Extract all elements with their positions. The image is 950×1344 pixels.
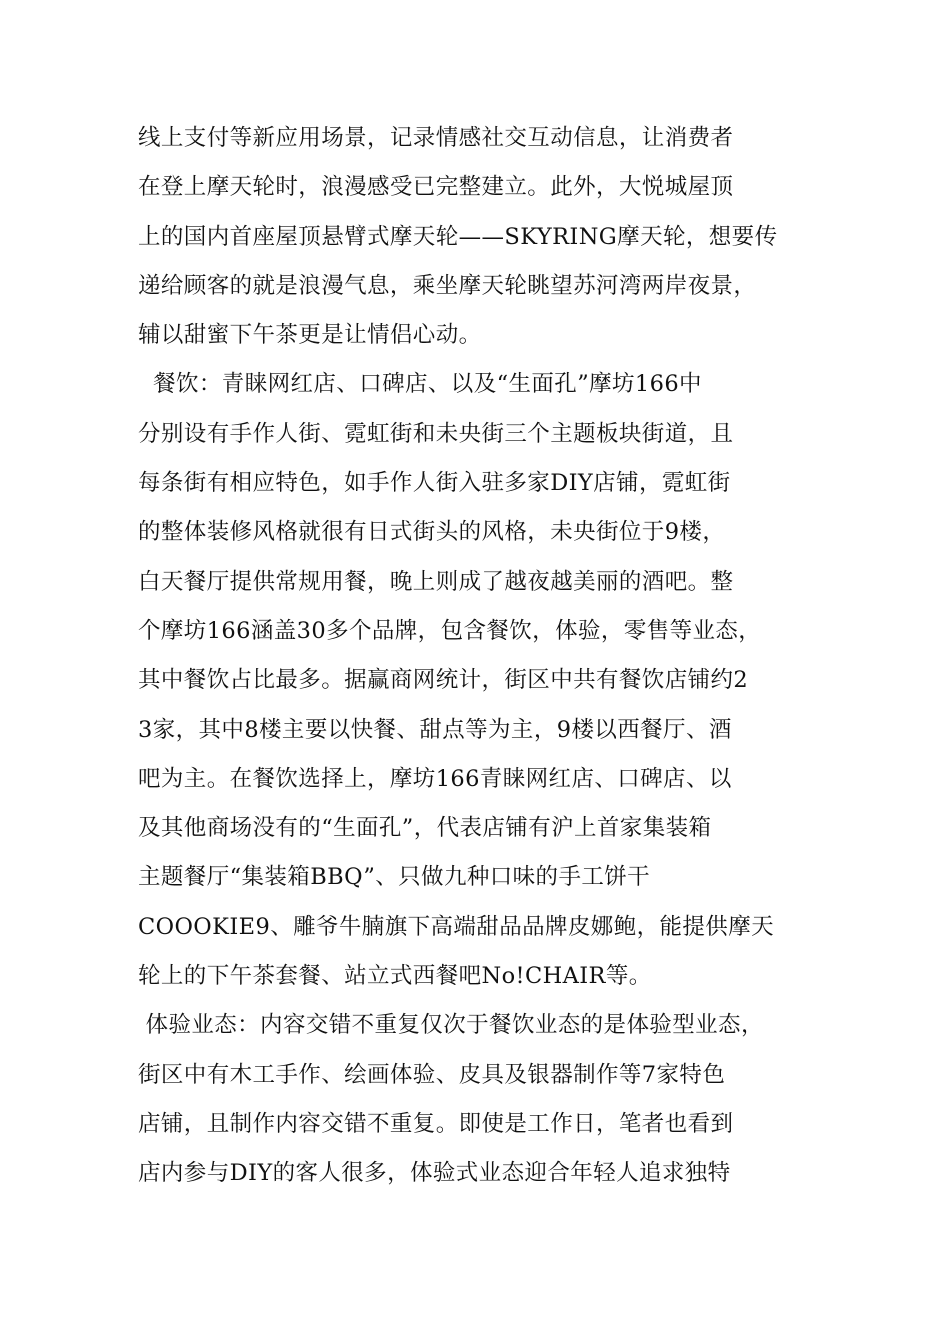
text-line: 白天餐厅提供常规用餐，晚上则成了越夜越美丽的酒吧。整 bbox=[138, 568, 734, 595]
text-line: 个摩坊166涵盖30多个品牌，包含餐饮，体验，零售等业态， bbox=[138, 617, 762, 644]
text-line: 其中餐饮占比最多。据赢商网统计，街区中共有餐饮店铺约2 bbox=[138, 667, 749, 694]
body-text bbox=[138, 114, 828, 1199]
text-line: COOOKIE9、雕爷牛腩旗下高端甜品品牌皮娜鲍，能提供摩天 bbox=[138, 913, 774, 940]
text-line: 街区中有木工手作、绘画体验、皮具及银器制作等7家特色 bbox=[138, 1061, 726, 1088]
text-line: 上的国内首座屋顶悬臂式摩天轮——SKYRING摩天轮，想要传 bbox=[138, 223, 778, 250]
text-line: 线上支付等新应用场景，记录情感社交互动信息，让消费者 bbox=[138, 125, 734, 151]
text-line: 店铺，且制作内容交错不重复。即使是工作日，笔者也看到 bbox=[138, 1110, 734, 1137]
text-line: 递给顾客的就是浪漫气息，乘坐摩天轮眺望苏河湾两岸夜景， bbox=[138, 272, 757, 299]
text-line: 的整体装修风格就很有日式街头的风格，未央街位于9楼， bbox=[138, 519, 726, 546]
text-line: 体验业态：内容交错不重复仅次于餐饮业态的是体验型业态， bbox=[138, 1012, 764, 1039]
text-line: 3家，其中8楼主要以快餐、甜点等为主，9楼以西餐厅、酒 bbox=[138, 716, 732, 743]
text-line: 每条街有相应特色，如手作人街入驻多家DIY店铺，霓虹街 bbox=[138, 470, 731, 497]
text-line: 吧为主。在餐饮选择上，摩坊166青睐网红店、口碑店、以 bbox=[138, 765, 732, 792]
text-line: 轮上的下午茶套餐、站立式西餐吧No!CHAIR等。 bbox=[138, 963, 652, 990]
text-line: 及其他商场没有的“生面孔”，代表店铺有沪上首家集装箱 bbox=[138, 815, 712, 842]
text-line: 主题餐厅“集装箱BBQ”、只做九种口味的手工饼干 bbox=[138, 864, 651, 891]
text-line: 在登上摩天轮时，浪漫感受已完整建立。此外，大悦城屋顶 bbox=[138, 174, 734, 201]
text-line: 辅以甜蜜下午茶更是让情侣心动。 bbox=[138, 322, 482, 349]
text-line: 餐饮：青睐网红店、口碑店、以及“生面孔”摩坊166中 bbox=[138, 371, 702, 398]
text-line: 店内参与DIY的客人很多，体验式业态迎合年轻人追求独特 bbox=[138, 1160, 731, 1187]
text-line: 分别设有手作人街、霓虹街和未央街三个主题板块街道，且 bbox=[138, 420, 734, 447]
